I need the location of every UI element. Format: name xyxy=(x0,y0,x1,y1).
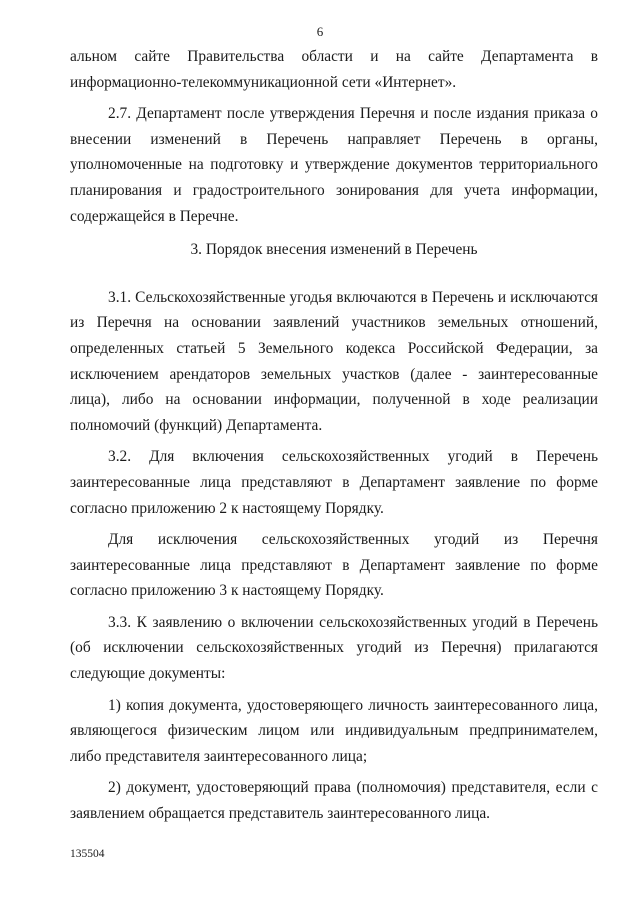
paragraph-3-2: 3.2. Для включения сельскохозяйственных угодий в Перечень заинтересованные лица представляют в Департамент заявление по форме согласно приложению 2 к настоящему Порядку. xyxy=(70,448,598,517)
page-number: 6 xyxy=(316,24,324,39)
paragraph-3-2-exclusion: Для исключения сельскохозяйственных угодий из Перечня заинтересованные лица представляют в Департамент заявление по форме согласно приложению 3 к настоящему Порядку. xyxy=(70,531,598,600)
section-heading: 3. Порядок внесения изменений в Перечень xyxy=(190,241,478,259)
paragraph-2-7: 2.7. Департамент после утверждения Перечня и после издания приказа о внесении изменений в Перечень направляет Перечень в органы, уполномоченные на подготовку и утверждение документов территориального планирования и градостроительного зонирования для учета информации, содержащейся в Перечне. xyxy=(70,105,598,225)
document-code: 135504 xyxy=(70,848,105,860)
document-body xyxy=(70,44,598,827)
list-item-1: 1) копия документа, удостоверяющего личность заинтересованного лица, являющегося физическим лицом или индивидуальным предпринимателем, либо представителя заинтересованного лица; xyxy=(70,696,598,765)
paragraph-3-1: 3.1. Сельскохозяйственные угодья включаются в Перечень и исключаются из Перечня на основании заявлений участников земельных отношений, определенных статьей 5 Земельного кодекса Российской Федерации, за исключением арендаторов земельных участков (далее - заинтересованные лица), либо на основании информации, полученной в ходе реализации полномочий (функций) Департамента. xyxy=(70,288,598,434)
paragraph-3-3: 3.3. К заявлению о включении сельскохозяйственных угодий в Перечень (об исключении сельскохозяйственных угодий из Перечня) прилагаются следующие документы: xyxy=(70,613,598,683)
paragraph-continuation: альном сайте Правительства области и на сайте Департамента в информационно-телекоммуникационной сети «Интернет». xyxy=(70,48,598,91)
list-item-2: 2) документ, удостоверяющий права (полномочия) представителя, если с заявлением обращается представитель заинтересованного лица. xyxy=(70,779,598,823)
